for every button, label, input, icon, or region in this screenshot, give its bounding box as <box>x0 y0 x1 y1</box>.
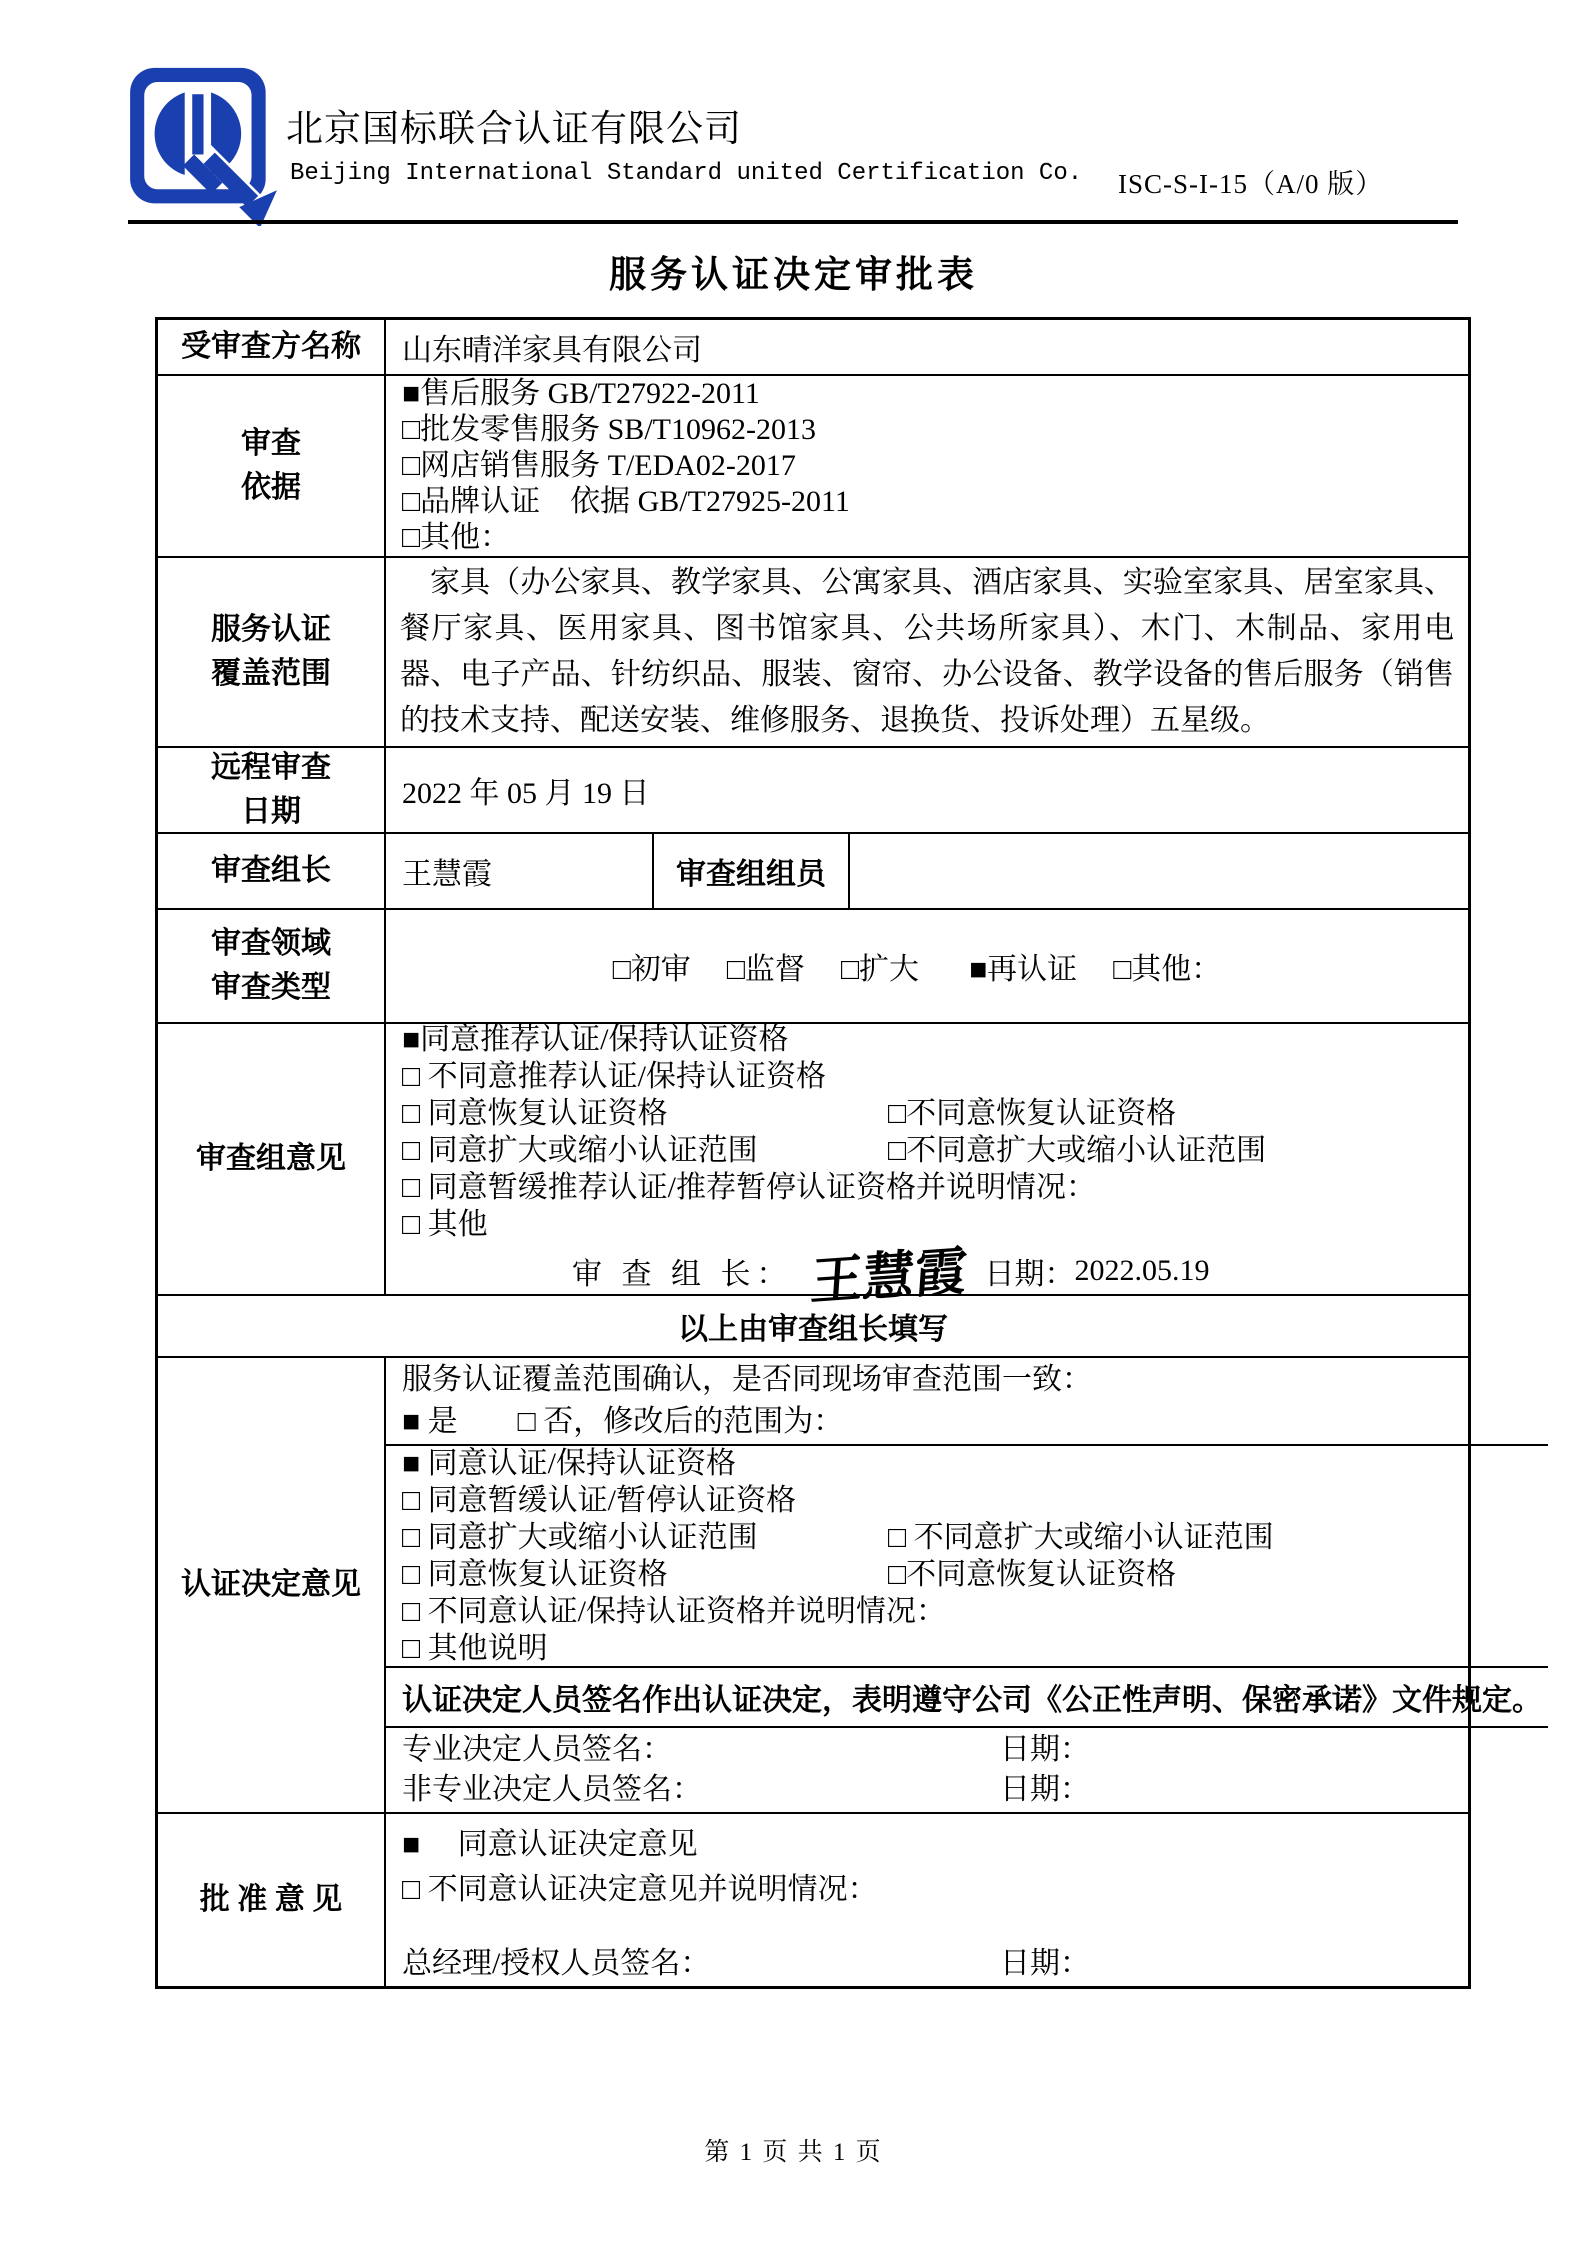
approval-form-table <box>155 317 1542 1989</box>
decision-checkbox-not-restore[interactable]: □不同意恢复认证资格 <box>888 1558 1177 1591</box>
decision-checkbox-disagree[interactable]: □ 不同意认证/保持认证资格并说明情况： <box>402 1595 946 1628</box>
row-audit-type <box>158 910 1468 1024</box>
audit-basis-options <box>386 376 1468 556</box>
audit-type-checkbox-other[interactable]: □其他： <box>1113 953 1222 986</box>
team-opinion-line <box>402 1058 1468 1095</box>
auditee-value: 山东晴洋家具有限公司 <box>402 334 702 367</box>
company-name-en: Beijing International Standard united Certification Co. <box>290 160 1083 187</box>
team-opinion-line <box>402 1169 1468 1206</box>
decision-line <box>402 1482 1548 1519</box>
approval-label: 批 准 意 见 <box>158 1814 386 1986</box>
audit-type-label: 审查领域 审查类型 <box>158 910 386 1022</box>
audit-type-checkbox-initial[interactable]: □初审 <box>612 953 691 986</box>
audit-type-checkbox-recert[interactable]: ■再认证 <box>969 953 1078 986</box>
team-opinion-line <box>402 1132 1468 1169</box>
audit-basis-checkbox-brand[interactable]: □品牌认证 依据 GB/T27925-2011 <box>402 485 850 518</box>
team-opinion-checkbox-postpone[interactable]: □ 同意暂缓推荐认证/推荐暂停认证资格并说明情况： <box>402 1171 1096 1204</box>
decision-label: 认证决定意见 <box>158 1358 386 1812</box>
decision-line <box>402 1556 1548 1593</box>
decision-line <box>402 1445 1548 1482</box>
team-opinion-checkbox-expand[interactable]: □ 同意扩大或缩小认证范围 <box>402 1134 758 1167</box>
team-leader-sign-label: 审 查 组 长： <box>572 1258 793 1291</box>
professional-sign-label[interactable]: 专业决定人员签名： <box>402 1733 672 1766</box>
team-leader-sign-line <box>402 1239 1468 1313</box>
nonprofessional-date-label[interactable]: 日期： <box>1000 1773 1090 1806</box>
team-member-value[interactable] <box>850 834 1468 908</box>
document-code: ISC-S-I-15（A/0 版） <box>1118 169 1384 199</box>
decision-line <box>402 1593 1548 1630</box>
approval-content <box>386 1814 1468 1986</box>
decision-checkbox-postpone[interactable]: □ 同意暂缓认证/暂停认证资格 <box>402 1484 796 1517</box>
row-filled-by-leader-note: 以上由审查组长填写 <box>158 1296 1468 1358</box>
page-number: 第 1 页 共 1 页 <box>704 2139 883 2166</box>
row-certification-scope <box>158 558 1468 748</box>
team-opinion-checkbox-not-expand[interactable]: □不同意扩大或缩小认证范围 <box>888 1134 1267 1167</box>
audit-type-checkbox-expand[interactable]: □扩大 <box>840 953 920 986</box>
scope-value: 家具（办公家具、教学家具、公寓家具、酒店家具、实验室家具、居室家具、餐厅家具、医用家具、图书馆家具、公共场所家具）、木门、木制品、家用电器、电子产品、针纺织品、服装、窗帘、办公设备、教学设备的售后服务（销售的技术支持、配送安装、维修服务、退换货、投诉处理）五星级。 <box>400 566 1454 737</box>
team-opinion-line <box>402 1095 1468 1132</box>
decision-line <box>402 1519 1548 1556</box>
approval-date-label[interactable]: 日期： <box>1000 1947 1090 1980</box>
professional-sign-row <box>402 1730 1548 1770</box>
nonprofessional-sign-row <box>402 1770 1548 1810</box>
decision-scope-confirm-options[interactable]: ■ 是 □ 否，修改后的范围为： <box>402 1405 844 1438</box>
decision-options <box>386 1446 1548 1668</box>
row-audit-basis <box>158 376 1468 558</box>
team-opinion-date-label: 日期： <box>984 1258 1075 1291</box>
row-auditee <box>158 320 1468 376</box>
scope-label: 服务认证 覆盖范围 <box>158 558 386 746</box>
row-approval-opinion <box>158 1814 1468 1986</box>
team-opinion-checkbox-recommend[interactable]: ■同意推荐认证/保持认证资格 <box>402 1023 789 1056</box>
team-opinion-checkbox-not-recommend[interactable]: □ 不同意推荐认证/保持认证资格 <box>402 1060 826 1093</box>
team-opinion-label: 审查组意见 <box>158 1024 386 1294</box>
company-name-cn: 北京国标联合认证有限公司 <box>286 109 742 150</box>
approval-sign-row <box>402 1938 1468 1982</box>
team-leader-cells <box>386 834 1468 908</box>
company-logo-icon <box>128 66 296 226</box>
team-leader-label: 审查组长 <box>158 834 386 908</box>
audit-basis-label: 审查 依据 <box>158 376 386 556</box>
audit-basis-checkbox-onlineshop[interactable]: □网店销售服务 T/EDA02-2017 <box>402 449 796 482</box>
row-remote-audit-date <box>158 748 1468 834</box>
professional-date-label[interactable]: 日期： <box>1000 1733 1090 1766</box>
team-opinion-checkbox-not-restore[interactable]: □不同意恢复认证资格 <box>888 1097 1177 1130</box>
team-opinion-content <box>386 1023 1468 1313</box>
decision-scope-confirm: 服务认证覆盖范围确认，是否同现场审查范围一致： ■ 是 □ 否，修改后的范围为： <box>386 1358 1548 1446</box>
audit-basis-checkbox-aftersale[interactable]: ■售后服务 GB/T27922-2011 <box>402 377 760 410</box>
nonprofessional-sign-label[interactable]: 非专业决定人员签名： <box>402 1773 702 1806</box>
team-opinion-checkbox-restore[interactable]: □ 同意恢复认证资格 <box>402 1097 668 1130</box>
row-team-opinion <box>158 1023 1468 1313</box>
team-member-label: 审查组组员 <box>654 834 850 908</box>
audit-type-checkbox-supervision[interactable]: □监督 <box>726 953 805 986</box>
decision-checkbox-expand[interactable]: □ 同意扩大或缩小认证范围 <box>402 1521 758 1554</box>
decision-checkbox-agree[interactable]: ■ 同意认证/保持认证资格 <box>402 1447 736 1480</box>
page-title: 服务认证决定审批表 <box>609 255 978 296</box>
decision-checkbox-other[interactable]: □ 其他说明 <box>402 1632 548 1665</box>
approval-checkbox-agree[interactable]: ■ 同意认证决定意见 <box>402 1828 698 1861</box>
decision-checkbox-not-expand[interactable]: □ 不同意扩大或缩小认证范围 <box>888 1521 1274 1554</box>
auditee-label: 受审查方名称 <box>158 320 386 374</box>
team-opinion-date-value: 2022.05.19 <box>1074 1254 1210 1287</box>
document-header <box>128 66 1458 216</box>
approval-checkbox-disagree[interactable]: □ 不同意认证决定意见并说明情况： <box>402 1873 878 1906</box>
team-leader-value: 王慧霞 <box>386 834 654 908</box>
header-divider <box>128 220 1458 224</box>
remote-audit-date-label: 远程审查 日期 <box>158 748 386 832</box>
row-certification-decision <box>158 1358 1542 1814</box>
gm-sign-label[interactable]: 总经理/授权人员签名： <box>402 1947 711 1980</box>
decision-signatures <box>386 1728 1548 1812</box>
team-leader-signature: 王慧霞 <box>808 1239 969 1313</box>
decision-checkbox-restore[interactable]: □ 同意恢复认证资格 <box>402 1558 668 1591</box>
decision-statement: 认证决定人员签名作出认证决定，表明遵守公司《公正性声明、保密承诺》文件规定。 <box>386 1668 1548 1728</box>
row-audit-team-leader <box>158 834 1468 910</box>
remote-audit-date-value: 2022 年 05 月 19 日 <box>402 777 650 810</box>
decision-line <box>402 1630 1548 1667</box>
audit-basis-checkbox-other[interactable]: □其他： <box>402 521 511 554</box>
audit-basis-checkbox-wholesale[interactable]: □批发零售服务 SB/T10962-2013 <box>402 413 816 446</box>
audit-type-options <box>386 910 1468 1022</box>
team-opinion-line <box>402 1021 1468 1058</box>
decision-content <box>386 1358 1548 1812</box>
team-opinion-checkbox-other[interactable]: □ 其他 <box>402 1208 488 1241</box>
